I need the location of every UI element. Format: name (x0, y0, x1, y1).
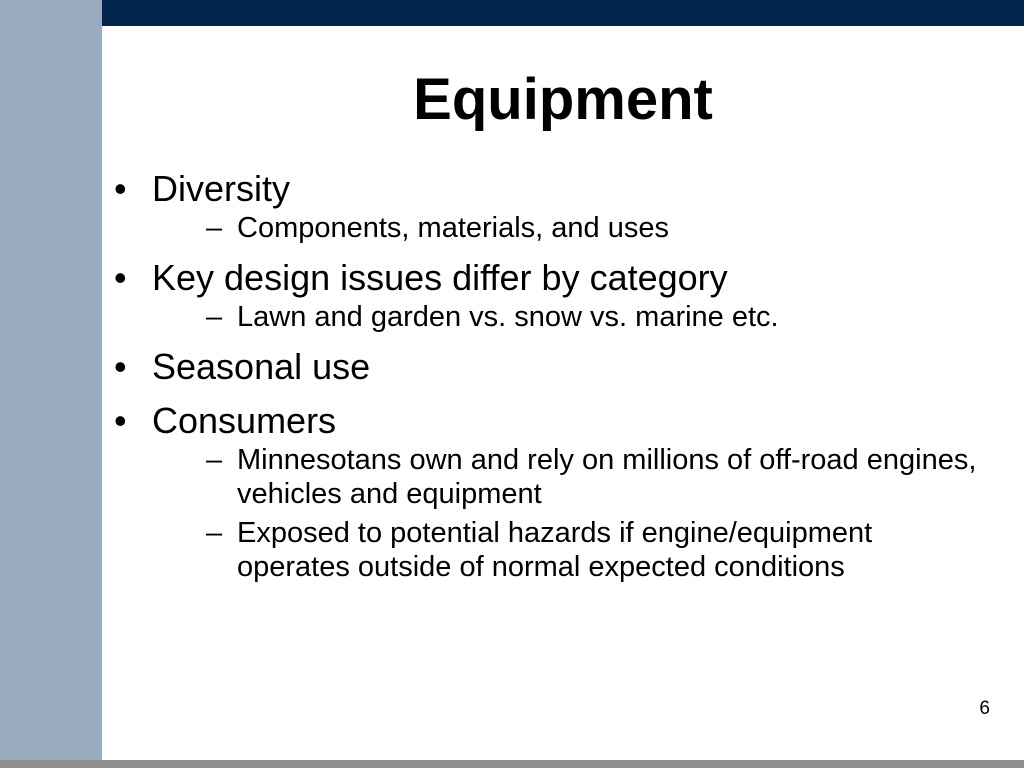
bullet-marker: • (114, 257, 127, 298)
top-accent-bar (102, 0, 1024, 26)
sub-bullet-text: Components, materials, and uses (237, 212, 669, 244)
sub-bullet-list (152, 300, 992, 334)
page-number: 6 (979, 698, 990, 719)
slide-title: Equipment (413, 67, 713, 132)
left-accent-bar (0, 0, 102, 760)
bottom-accent-bar (0, 760, 1024, 768)
sub-bullet-item (152, 516, 992, 584)
bullet-text: Key design issues differ by category (152, 257, 728, 298)
sub-bullet-text: Exposed to potential hazards if engine/equipment operates outside of normal expected conditions (237, 517, 873, 583)
sub-bullet-marker: – (206, 444, 223, 476)
sub-bullet-list (152, 443, 992, 584)
sub-bullet-item (152, 443, 992, 511)
bullet-text: Consumers (152, 400, 337, 441)
bullet-item (112, 168, 992, 245)
bullet-item (112, 257, 992, 334)
sub-bullet-text: Lawn and garden vs. snow vs. marine etc. (237, 301, 779, 333)
sub-bullet-list (152, 211, 992, 245)
sub-bullet-item (152, 211, 992, 245)
bullet-text: Seasonal use (152, 346, 371, 387)
bullet-item (112, 400, 992, 584)
bullet-marker: • (114, 400, 127, 441)
bullet-list (112, 168, 992, 596)
bullet-marker: • (114, 168, 127, 209)
sub-bullet-marker: – (206, 301, 223, 333)
sub-bullet-marker: – (206, 212, 223, 244)
bullet-marker: • (114, 346, 127, 387)
bullet-text: Diversity (152, 168, 291, 209)
sub-bullet-item (152, 300, 992, 334)
bullet-item (112, 346, 992, 388)
sub-bullet-text: Minnesotans own and rely on millions of off-road engines, vehicles and equipment (237, 444, 977, 510)
sub-bullet-marker: – (206, 517, 223, 549)
